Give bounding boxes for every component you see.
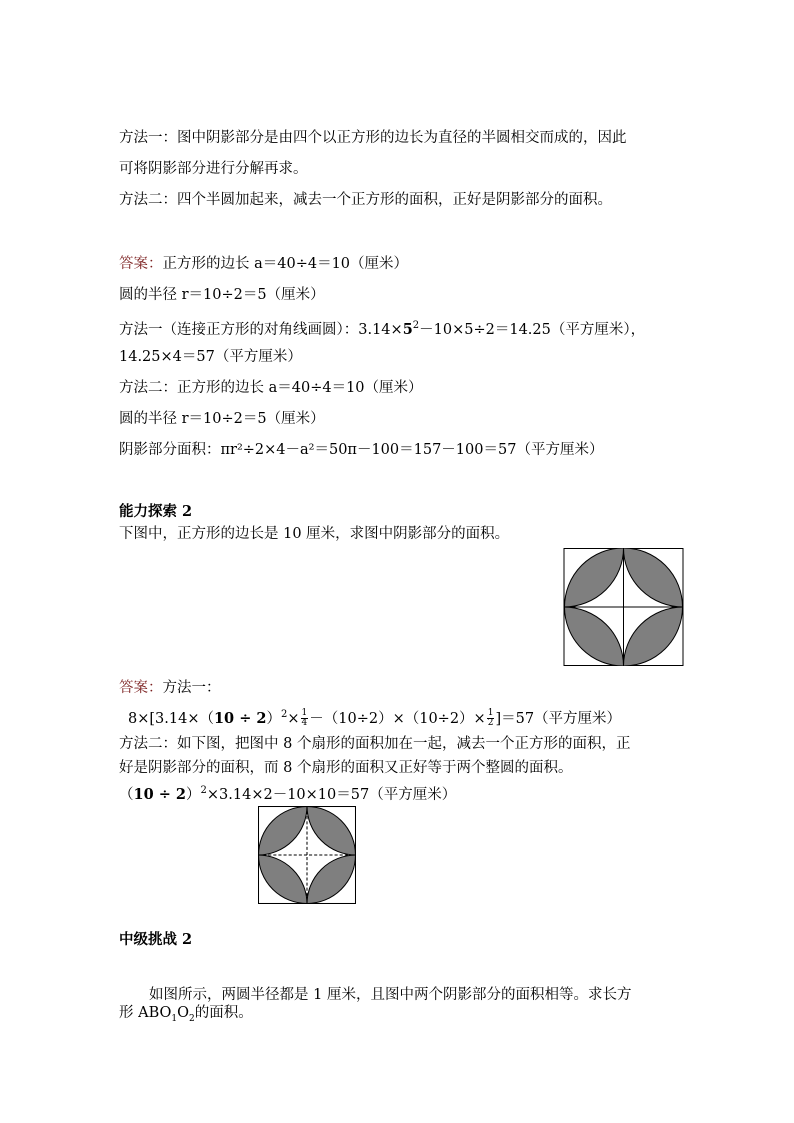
answer2-formula2 <box>119 781 456 805</box>
answer1-line3-prefix: 方法一（连接正方形的对角线画圆）：3.14× <box>119 321 403 338</box>
f1-part-f: ]＝57（平方厘米） <box>495 710 622 727</box>
section3-question-line1: 如图所示，两圆半径都是 1 厘米，且图中两个阴影部分的面积相等。求长方 <box>149 987 632 1003</box>
answer1-line3 <box>119 316 645 340</box>
f2-part-c: ） <box>186 786 201 803</box>
method-intro-line3: 方法二：四个半圆加起来，减去一个正方形的面积，正好是阴影部分的面积。 <box>119 192 612 208</box>
answer2-method2-line1: 方法二：如下图，把图中 8 个扇形的面积加在一起，减去一个正方形的面积，正 <box>119 736 631 752</box>
f2-part-a: （ <box>119 786 134 803</box>
section2-title: 能力探索 2 <box>119 503 193 520</box>
figure-square-four-arcs <box>563 548 684 666</box>
section3-question-line2 <box>119 1003 253 1029</box>
answer2-method1-label: 方法一： <box>162 680 221 696</box>
f1-frac1-num: 1 <box>301 708 308 719</box>
figure-square-dashed <box>258 806 356 904</box>
f1-frac2-num: 1 <box>487 708 494 719</box>
f1-part-b: 10 ÷ 2 <box>213 709 267 727</box>
f1-frac2-den: 2 <box>487 718 494 729</box>
answer1-line5: 方法二：正方形的边长 a＝40÷4＝10（厘米） <box>119 380 423 396</box>
f1-part-c: ） <box>266 710 281 727</box>
q-line2-b: O <box>177 1005 190 1021</box>
section3-title: 中级挑战 2 <box>119 931 193 948</box>
answer-label: 答案： <box>119 256 163 272</box>
answer2-line1 <box>119 678 221 698</box>
answer2-method2-line2: 好是阴影部分的面积，而 8 个扇形的面积又正好等于两个整圆的面积。 <box>119 760 573 776</box>
method-intro-line1: 方法一：图中阴影部分是由四个以正方形的边长为直径的半圆相交而成的，因此 <box>119 130 627 146</box>
f1-part-e: －（10÷2）×（10÷2）× <box>309 710 486 727</box>
answer1-line1 <box>119 254 408 274</box>
f2-part-b: 10 ÷ 2 <box>133 785 187 803</box>
f1-fraction-1 <box>301 709 309 728</box>
f1-exp: 2 <box>280 709 288 720</box>
q-line2-c: 的面积。 <box>194 1005 253 1021</box>
q-line2-a: 形 ABO <box>119 1005 172 1021</box>
answer1-line3-base: 5 <box>402 320 413 338</box>
answer1-line6: 圆的半径 r＝10÷2＝5（厘米） <box>119 411 325 427</box>
answer1-text: 正方形的边长 a＝40÷4＝10（厘米） <box>162 256 409 272</box>
f1-frac1-den: 4 <box>301 718 308 729</box>
answer1-line4: 14.25×4＝57（平方厘米） <box>119 349 302 365</box>
section2-question: 下图中，正方形的边长是 10 厘米，求图中阴影部分的面积。 <box>119 526 510 542</box>
f1-part-a: 8×[3.14×（ <box>128 710 214 727</box>
f2-exp: 2 <box>200 785 207 796</box>
answer1-line7: 阴影部分面积：πr²÷2×4－a²＝50π－100＝157－100＝57（平方厘米） <box>119 442 604 458</box>
answer2-label: 答案： <box>119 680 163 696</box>
f2-part-d: ×3.14×2－10×10＝57（平方厘米） <box>206 786 457 803</box>
answer2-formula1 <box>128 705 621 729</box>
method-intro-line2: 可将阴影部分进行分解再求。 <box>119 161 308 177</box>
answer1-line2: 圆的半径 r＝10÷2＝5（厘米） <box>119 287 325 303</box>
answer1-line3-exp: 2 <box>412 320 420 331</box>
f1-fraction-2 <box>487 709 495 728</box>
f1-part-d: × <box>287 710 300 727</box>
q-sub2: 2 <box>189 1013 195 1024</box>
q-sub1: 1 <box>171 1013 178 1024</box>
answer1-line3-suffix: －10×5÷2＝14.25（平方厘米）， <box>419 321 646 338</box>
